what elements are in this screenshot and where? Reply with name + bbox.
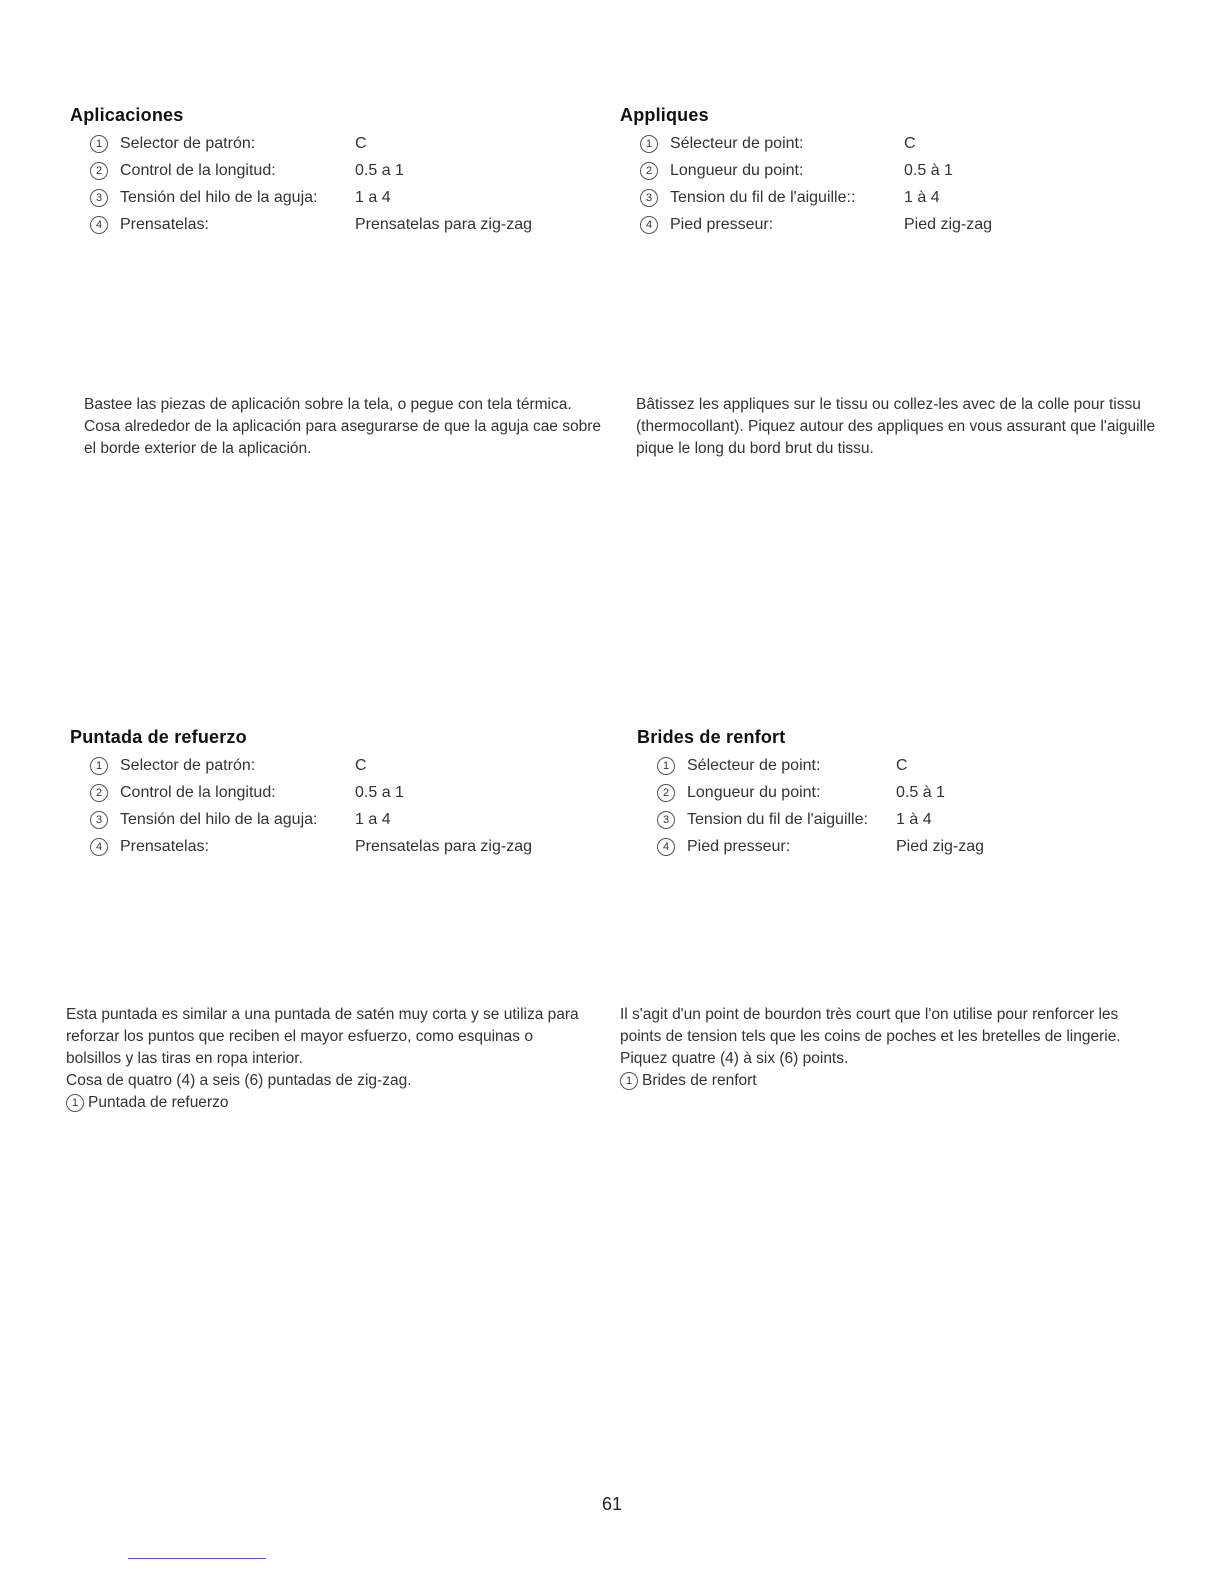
number-1-icon: 1 — [657, 757, 675, 775]
setting-value: 0.5 à 1 — [904, 161, 953, 179]
figure-caption — [620, 1070, 1160, 1092]
figure-caption — [66, 1092, 588, 1114]
paragraph-text: Cosa de quatro (4) a seis (6) puntadas de zig-zag. — [66, 1072, 412, 1089]
setting-value: 1 a 4 — [355, 810, 391, 828]
setting-label: Tensión del hilo de la aguja: — [120, 810, 318, 828]
appliques-heading: Appliques — [620, 105, 709, 125]
setting-value: 1 a 4 — [355, 188, 391, 206]
settings-row — [620, 211, 1180, 238]
setting-value: Pied zig-zag — [896, 837, 985, 855]
aplicaciones-paragraph — [84, 394, 612, 460]
caption-text: Brides de renfort — [642, 1072, 757, 1089]
puntada-section — [70, 727, 610, 860]
settings-row — [70, 211, 610, 238]
setting-value: 0.5 a 1 — [355, 783, 404, 801]
footer-divider — [128, 1558, 266, 1559]
settings-row — [637, 779, 1177, 806]
setting-label: Selector de patrón: — [120, 134, 256, 152]
number-3-icon: 3 — [657, 811, 675, 829]
number-1-icon: 1 — [66, 1094, 84, 1112]
number-3-icon: 3 — [640, 189, 658, 207]
number-2-icon: 2 — [640, 162, 658, 180]
appliques-settings-list — [620, 130, 1180, 238]
number-4-icon: 4 — [657, 838, 675, 856]
paragraph-text: Bastee las piezas de aplicación sobre la tela, o pegue con tela térmica. Cosa alrededor de la aplicación para asegurarse de que la aguja cae sobre el borde exterior de la aplicación. — [84, 396, 602, 457]
setting-label: Control de la longitud: — [120, 783, 276, 801]
aplicaciones-heading: Aplicaciones — [70, 105, 184, 125]
setting-value: Pied zig-zag — [904, 215, 993, 233]
setting-label: Sélecteur de point: — [687, 756, 821, 774]
setting-value: 0.5 a 1 — [355, 161, 404, 179]
paragraph-text: Bâtissez les appliques sur le tissu ou collez-les avec de la colle pour tissu (thermocollant). Piquez autour des appliques en vous assurant que l'aiguille pique le long du bord brut du tissu. — [636, 396, 1156, 457]
settings-row — [637, 752, 1177, 779]
brides-heading: Brides de renfort — [637, 727, 786, 747]
setting-label: Tension du fil de l'aiguille:: — [670, 188, 856, 206]
number-1-icon: 1 — [90, 757, 108, 775]
settings-row — [70, 779, 610, 806]
setting-label: Pied presseur: — [670, 215, 774, 233]
settings-row — [637, 833, 1177, 860]
settings-row — [620, 130, 1180, 157]
number-1-icon: 1 — [640, 135, 658, 153]
number-4-icon: 4 — [90, 216, 108, 234]
setting-label: Tensión del hilo de la aguja: — [120, 188, 318, 206]
puntada-settings-list — [70, 752, 610, 860]
number-4-icon: 4 — [90, 838, 108, 856]
number-4-icon: 4 — [640, 216, 658, 234]
number-3-icon: 3 — [90, 189, 108, 207]
setting-value: C — [904, 134, 916, 152]
settings-row — [70, 806, 610, 833]
number-2-icon: 2 — [657, 784, 675, 802]
appliques-paragraph — [636, 394, 1156, 460]
setting-value: 1 à 4 — [896, 810, 932, 828]
caption-text: Puntada de refuerzo — [88, 1094, 229, 1111]
setting-label: Sélecteur de point: — [670, 134, 804, 152]
number-3-icon: 3 — [90, 811, 108, 829]
setting-label: Pied presseur: — [687, 837, 791, 855]
paragraph-text: Piquez quatre (4) à six (6) points. — [620, 1050, 849, 1067]
setting-value: 0.5 à 1 — [896, 783, 945, 801]
page-number: 61 — [601, 1494, 623, 1514]
aplicaciones-section — [70, 105, 610, 238]
paragraph-text: Esta puntada es similar a una puntada de satén muy corta y se utiliza para reforzar los puntos que reciben el mayor esfuerzo, como esquinas o bolsillos y las tiras en ropa interior. — [66, 1006, 579, 1067]
setting-value: C — [896, 756, 908, 774]
setting-label: Longueur du point: — [670, 161, 804, 179]
number-2-icon: 2 — [90, 162, 108, 180]
setting-value: C — [355, 134, 367, 152]
paragraph-text: Il s'agit d'un point de bourdon très court que l'on utilise pour renforcer les points de tension tels que les coins de poches et les bretelles de lingerie. — [620, 1006, 1121, 1045]
setting-label: Prensatelas: — [120, 215, 209, 233]
setting-label: Longueur du point: — [687, 783, 821, 801]
settings-row — [70, 130, 610, 157]
settings-row — [70, 833, 610, 860]
brides-paragraph — [620, 1004, 1160, 1092]
settings-row — [620, 157, 1180, 184]
setting-value: 1 à 4 — [904, 188, 940, 206]
settings-row — [620, 184, 1180, 211]
setting-value: Prensatelas para zig-zag — [355, 215, 532, 233]
aplicaciones-settings-list — [70, 130, 610, 238]
number-1-icon: 1 — [90, 135, 108, 153]
setting-label: Prensatelas: — [120, 837, 209, 855]
appliques-section — [620, 105, 1180, 238]
brides-settings-list — [637, 752, 1177, 860]
setting-label: Control de la longitud: — [120, 161, 276, 179]
setting-value: Prensatelas para zig-zag — [355, 837, 532, 855]
setting-value: C — [355, 756, 367, 774]
number-2-icon: 2 — [90, 784, 108, 802]
settings-row — [70, 184, 610, 211]
setting-label: Tension du fil de l'aiguille: — [687, 810, 868, 828]
settings-row — [637, 806, 1177, 833]
setting-label: Selector de patrón: — [120, 756, 256, 774]
puntada-paragraph — [66, 1004, 588, 1114]
number-1-icon: 1 — [620, 1072, 638, 1090]
settings-row — [70, 157, 610, 184]
brides-section — [637, 727, 1177, 860]
puntada-heading: Puntada de refuerzo — [70, 727, 247, 747]
settings-row — [70, 752, 610, 779]
